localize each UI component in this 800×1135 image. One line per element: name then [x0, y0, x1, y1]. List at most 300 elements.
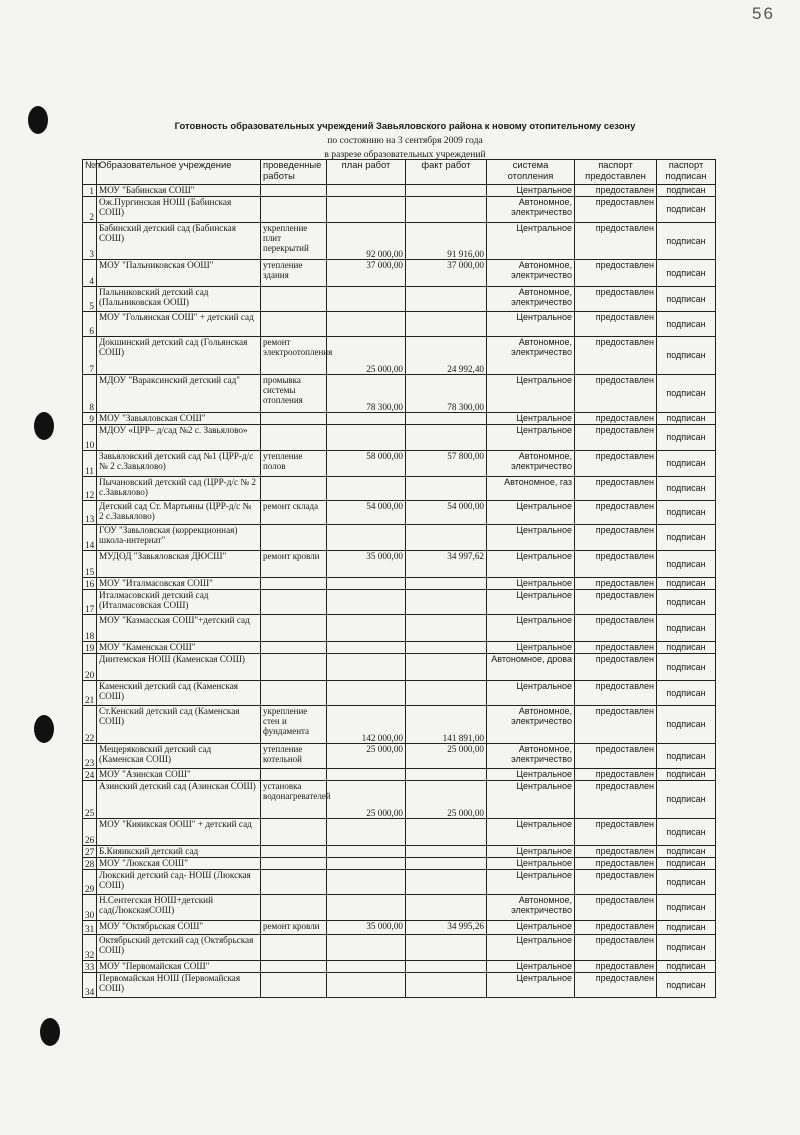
plan-amount: [327, 870, 406, 895]
row-number: 4: [83, 260, 97, 287]
row-number: 14: [83, 525, 97, 551]
passport-provided: предоставлен: [575, 223, 657, 260]
table-row: [83, 744, 716, 769]
institution-name: МОУ "Италмасовская СОШ": [97, 578, 261, 590]
fact-amount: 34 997,62: [406, 551, 487, 578]
header-heating: система отопления: [487, 160, 575, 185]
passport-provided: предоставлен: [575, 615, 657, 642]
row-number: 7: [83, 337, 97, 375]
heating-system: Центральное: [487, 590, 575, 615]
institution-name: МДОУ «ЦРР– д/сад №2 с. Завьялово»: [97, 425, 261, 451]
fact-amount: [406, 578, 487, 590]
table-row: [83, 681, 716, 706]
works-done: [261, 870, 327, 895]
heating-system: Центральное: [487, 935, 575, 961]
table-row: [83, 642, 716, 654]
header-num: №п: [83, 160, 97, 185]
passport-provided: предоставлен: [575, 921, 657, 935]
row-number: 31: [83, 921, 97, 935]
works-done: [261, 769, 327, 781]
passport-provided: предоставлен: [575, 706, 657, 744]
works-done: [261, 961, 327, 973]
institution-name: Динтемская НОШ (Каменская СОШ): [97, 654, 261, 681]
works-done: [261, 185, 327, 197]
heating-system: Автономное, электричество: [487, 287, 575, 312]
plan-amount: [327, 681, 406, 706]
works-done: установка водонагревателей: [261, 781, 327, 819]
fact-amount: 78 300,00: [406, 375, 487, 413]
passport-provided: предоставлен: [575, 961, 657, 973]
heating-system: Центральное: [487, 961, 575, 973]
table-row: [83, 578, 716, 590]
institution-name: Ст.Кенский детский сад (Каменская СОШ): [97, 706, 261, 744]
institution-name: МОУ "Октябрьская СОШ": [97, 921, 261, 935]
plan-amount: [327, 895, 406, 921]
heating-system: Центральное: [487, 846, 575, 858]
works-done: [261, 425, 327, 451]
row-number: 17: [83, 590, 97, 615]
passport-provided: предоставлен: [575, 858, 657, 870]
table-row: [83, 375, 716, 413]
passport-provided: предоставлен: [575, 769, 657, 781]
passport-signed: подписан: [657, 312, 716, 337]
passport-signed: подписан: [657, 451, 716, 477]
row-number: 5: [83, 287, 97, 312]
passport-provided: предоставлен: [575, 681, 657, 706]
heating-system: Центральное: [487, 921, 575, 935]
institution-name: МОУ "Завьяловская СОШ": [97, 413, 261, 425]
fact-amount: 57 800,00: [406, 451, 487, 477]
plan-amount: 25 000,00: [327, 781, 406, 819]
fact-amount: 141 891,00: [406, 706, 487, 744]
fact-amount: 34 995,26: [406, 921, 487, 935]
table-row: [83, 260, 716, 287]
fact-amount: [406, 858, 487, 870]
row-number: 24: [83, 769, 97, 781]
table-row: [83, 961, 716, 973]
passport-provided: предоставлен: [575, 425, 657, 451]
row-number: 11: [83, 451, 97, 477]
table-row: [83, 223, 716, 260]
passport-provided: предоставлен: [575, 185, 657, 197]
row-number: 28: [83, 858, 97, 870]
passport-signed: подписан: [657, 223, 716, 260]
works-done: ремонт кровли: [261, 551, 327, 578]
heating-system: Центральное: [487, 312, 575, 337]
plan-amount: [327, 287, 406, 312]
institution-name: МОУ "Люкская СОШ": [97, 858, 261, 870]
heating-system: Центральное: [487, 425, 575, 451]
heating-system: Центральное: [487, 525, 575, 551]
passport-provided: предоставлен: [575, 973, 657, 998]
table-row: [83, 551, 716, 578]
plan-amount: [327, 973, 406, 998]
institution-name: ГОУ "Завьловская (коррекционная) школа-интернат": [97, 525, 261, 551]
passport-signed: подписан: [657, 744, 716, 769]
works-done: укрепление стен и фундамента: [261, 706, 327, 744]
institution-name: МОУ "Казмасская СОШ"+детский сад: [97, 615, 261, 642]
passport-signed: подписан: [657, 681, 716, 706]
works-done: утепление полов: [261, 451, 327, 477]
fact-amount: [406, 312, 487, 337]
heating-system: Центральное: [487, 858, 575, 870]
passport-provided: предоставлен: [575, 578, 657, 590]
fact-amount: [406, 185, 487, 197]
plan-amount: [327, 525, 406, 551]
heating-system: Автономное, электричество: [487, 337, 575, 375]
works-done: [261, 846, 327, 858]
institution-name: МОУ "Каменская СОШ": [97, 642, 261, 654]
plan-amount: [327, 935, 406, 961]
passport-signed: подписан: [657, 615, 716, 642]
institution-name: МДОУ "Вараксинский детский сад": [97, 375, 261, 413]
heating-system: Центральное: [487, 681, 575, 706]
fact-amount: [406, 590, 487, 615]
passport-provided: предоставлен: [575, 477, 657, 501]
passport-signed: подписан: [657, 781, 716, 819]
works-done: [261, 895, 327, 921]
table-row: [83, 921, 716, 935]
row-number: 16: [83, 578, 97, 590]
heating-system: Автономное, электричество: [487, 451, 575, 477]
plan-amount: 78 300,00: [327, 375, 406, 413]
passport-provided: предоставлен: [575, 260, 657, 287]
heating-system: Центральное: [487, 501, 575, 525]
heating-system: Центральное: [487, 819, 575, 846]
table-row: [83, 197, 716, 223]
fact-amount: [406, 681, 487, 706]
plan-amount: [327, 819, 406, 846]
passport-signed: подписан: [657, 287, 716, 312]
table-row: [83, 846, 716, 858]
passport-signed: подписан: [657, 185, 716, 197]
passport-signed: подписан: [657, 375, 716, 413]
passport-signed: подписан: [657, 973, 716, 998]
plan-amount: [327, 590, 406, 615]
works-done: [261, 654, 327, 681]
heating-system: Центральное: [487, 375, 575, 413]
passport-provided: предоставлен: [575, 451, 657, 477]
passport-provided: предоставлен: [575, 337, 657, 375]
heating-system: Центральное: [487, 223, 575, 260]
table-row: [83, 781, 716, 819]
passport-signed: подписан: [657, 590, 716, 615]
row-number: 6: [83, 312, 97, 337]
table-row: [83, 185, 716, 197]
table-row: [83, 425, 716, 451]
passport-signed: подписан: [657, 858, 716, 870]
passport-provided: предоставлен: [575, 287, 657, 312]
works-done: [261, 973, 327, 998]
passport-provided: предоставлен: [575, 590, 657, 615]
fact-amount: [406, 287, 487, 312]
institution-name: Детский сад Ст. Мартьяны (ЦРР-д/с № 2 с.Завьялово): [97, 501, 261, 525]
row-number: 33: [83, 961, 97, 973]
institution-name: Докшинский детский сад (Гольянская СОШ): [97, 337, 261, 375]
row-number: 15: [83, 551, 97, 578]
header-institution: Образовательное учреждение: [97, 160, 261, 185]
heating-system: Центральное: [487, 769, 575, 781]
institution-name: МУДОД "Завьяловская ДЮСШ": [97, 551, 261, 578]
heating-system: Автономное, электричество: [487, 260, 575, 287]
works-done: [261, 935, 327, 961]
header-plan: план работ: [327, 160, 406, 185]
fact-amount: [406, 413, 487, 425]
header-signed: паспорт подписан: [657, 160, 716, 185]
plan-amount: [327, 642, 406, 654]
institution-name: Италмасовский детский сад (Италмасовская СОШ): [97, 590, 261, 615]
works-done: ремонт электроотопления: [261, 337, 327, 375]
fact-amount: 25 000,00: [406, 744, 487, 769]
passport-provided: предоставлен: [575, 525, 657, 551]
passport-provided: предоставлен: [575, 197, 657, 223]
passport-signed: подписан: [657, 895, 716, 921]
heating-system: Автономное, электричество: [487, 895, 575, 921]
fact-amount: [406, 477, 487, 501]
fact-amount: [406, 642, 487, 654]
table-row: [83, 615, 716, 642]
plan-amount: 25 000,00: [327, 337, 406, 375]
passport-signed: подписан: [657, 551, 716, 578]
passport-provided: предоставлен: [575, 551, 657, 578]
institution-name: МОУ "Первомайская СОШ": [97, 961, 261, 973]
table-row: [83, 870, 716, 895]
punch-hole: [28, 106, 48, 134]
passport-provided: предоставлен: [575, 375, 657, 413]
heating-system: Центральное: [487, 973, 575, 998]
page-number: 56: [752, 4, 775, 23]
passport-provided: предоставлен: [575, 935, 657, 961]
row-number: 3: [83, 223, 97, 260]
table-row: [83, 858, 716, 870]
plan-amount: 25 000,00: [327, 744, 406, 769]
passport-signed: подписан: [657, 197, 716, 223]
punch-hole: [34, 412, 54, 440]
heating-system: Автономное, электричество: [487, 197, 575, 223]
fact-amount: 25 000,00: [406, 781, 487, 819]
plan-amount: [327, 654, 406, 681]
institution-name: Завьяловский детский сад №1 (ЦРР-д/с № 2 с.Завьялово): [97, 451, 261, 477]
fact-amount: [406, 654, 487, 681]
plan-amount: [327, 413, 406, 425]
passport-signed: подписан: [657, 477, 716, 501]
table-row: [83, 935, 716, 961]
row-number: 1: [83, 185, 97, 197]
institution-name: Каменский детский сад (Каменская СОШ): [97, 681, 261, 706]
table-row: [83, 525, 716, 551]
passport-signed: подписан: [657, 935, 716, 961]
fact-amount: [406, 961, 487, 973]
table-row: [83, 973, 716, 998]
works-done: [261, 413, 327, 425]
plan-amount: 35 000,00: [327, 551, 406, 578]
passport-signed: подписан: [657, 769, 716, 781]
row-number: 32: [83, 935, 97, 961]
row-number: 22: [83, 706, 97, 744]
plan-amount: [327, 185, 406, 197]
fact-amount: [406, 819, 487, 846]
table-row: [83, 312, 716, 337]
fact-amount: 54 000,00: [406, 501, 487, 525]
table-row: [83, 654, 716, 681]
institution-name: Мещеряковский детский сад (Каменская СОШ): [97, 744, 261, 769]
passport-signed: подписан: [657, 846, 716, 858]
works-done: [261, 858, 327, 870]
works-done: [261, 578, 327, 590]
row-number: 25: [83, 781, 97, 819]
works-done: [261, 615, 327, 642]
works-done: [261, 477, 327, 501]
works-done: укрепление плит перекрытий: [261, 223, 327, 260]
fact-amount: 24 992,40: [406, 337, 487, 375]
institution-name: МОУ "Бабинская СОШ": [97, 185, 261, 197]
passport-provided: предоставлен: [575, 846, 657, 858]
works-done: [261, 312, 327, 337]
header-fact: факт работ: [406, 160, 487, 185]
heating-system: Центральное: [487, 642, 575, 654]
institution-name: Люкский детский сад- НОШ (Люкская СОШ): [97, 870, 261, 895]
passport-signed: подписан: [657, 425, 716, 451]
passport-signed: подписан: [657, 706, 716, 744]
fact-amount: [406, 615, 487, 642]
institution-name: Н.Сентегская НОШ+детский сад(ЛюкскаяСОШ): [97, 895, 261, 921]
heating-system: Центральное: [487, 781, 575, 819]
table-row: [83, 287, 716, 312]
passport-signed: подписан: [657, 961, 716, 973]
row-number: 13: [83, 501, 97, 525]
row-number: 18: [83, 615, 97, 642]
plan-amount: [327, 615, 406, 642]
plan-amount: 54 000,00: [327, 501, 406, 525]
row-number: 19: [83, 642, 97, 654]
row-number: 34: [83, 973, 97, 998]
table-row: [83, 501, 716, 525]
table-row: [83, 451, 716, 477]
passport-provided: предоставлен: [575, 870, 657, 895]
row-number: 27: [83, 846, 97, 858]
plan-amount: [327, 477, 406, 501]
heating-system: Центральное: [487, 413, 575, 425]
works-done: утепление здания: [261, 260, 327, 287]
institution-name: МОУ "Кияикская ООШ" + детский сад: [97, 819, 261, 846]
plan-amount: [327, 578, 406, 590]
passport-provided: предоставлен: [575, 312, 657, 337]
table-row: [83, 477, 716, 501]
plan-amount: [327, 961, 406, 973]
works-done: ремонт кровли: [261, 921, 327, 935]
table-row: [83, 819, 716, 846]
works-done: [261, 287, 327, 312]
table-row: [83, 413, 716, 425]
passport-provided: предоставлен: [575, 895, 657, 921]
plan-amount: [327, 425, 406, 451]
works-done: [261, 525, 327, 551]
fact-amount: [406, 425, 487, 451]
row-number: 23: [83, 744, 97, 769]
passport-signed: подписан: [657, 413, 716, 425]
document-title: Готовность образовательных учреждений Завьяловского района к новому отопительному сезону: [174, 120, 636, 131]
institution-name: Азинский детский сад (Азинская СОШ): [97, 781, 261, 819]
heating-system: Центральное: [487, 551, 575, 578]
institution-name: Пычановский детский сад (ЦРР-д/с № 2 с.Завьялово): [97, 477, 261, 501]
header-passport: паспорт предоставлен: [575, 160, 657, 185]
passport-provided: предоставлен: [575, 413, 657, 425]
plan-amount: [327, 858, 406, 870]
table-header-row: [83, 160, 716, 185]
plan-amount: [327, 197, 406, 223]
row-number: 8: [83, 375, 97, 413]
readiness-table: [82, 159, 716, 998]
passport-signed: подписан: [657, 501, 716, 525]
table-row: [83, 706, 716, 744]
passport-signed: подписан: [657, 260, 716, 287]
works-done: [261, 197, 327, 223]
table-row: [83, 769, 716, 781]
institution-name: МОУ "Гольянская СОШ" + детский сад: [97, 312, 261, 337]
passport-signed: подписан: [657, 642, 716, 654]
heating-system: Центральное: [487, 185, 575, 197]
works-done: [261, 681, 327, 706]
fact-amount: [406, 973, 487, 998]
row-number: 2: [83, 197, 97, 223]
fact-amount: [406, 895, 487, 921]
works-done: [261, 819, 327, 846]
plan-amount: [327, 846, 406, 858]
plan-amount: 92 000,00: [327, 223, 406, 260]
institution-name: Октябрьский детский сад (Октябрьская СОШ): [97, 935, 261, 961]
document-subtitle: по состоянию на 3 сентября 2009 года: [327, 135, 483, 146]
table-row: [83, 337, 716, 375]
document-subtitle-2: в разрезе образовательных учреждений: [324, 149, 486, 160]
heating-system: Автономное, газ: [487, 477, 575, 501]
passport-signed: подписан: [657, 921, 716, 935]
row-number: 21: [83, 681, 97, 706]
passport-provided: предоставлен: [575, 501, 657, 525]
passport-provided: предоставлен: [575, 654, 657, 681]
institution-name: Первомайская НОШ (Первомайская СОШ): [97, 973, 261, 998]
institution-name: МОУ "Азинская СОШ": [97, 769, 261, 781]
passport-signed: подписан: [657, 337, 716, 375]
plan-amount: [327, 312, 406, 337]
fact-amount: [406, 846, 487, 858]
row-number: 12: [83, 477, 97, 501]
plan-amount: [327, 769, 406, 781]
institution-name: Пальниковский детский сад (Пальниковская ООШ): [97, 287, 261, 312]
plan-amount: 142 000,00: [327, 706, 406, 744]
heating-system: Центральное: [487, 615, 575, 642]
works-done: [261, 590, 327, 615]
fact-amount: 37 000,00: [406, 260, 487, 287]
passport-signed: подписан: [657, 578, 716, 590]
punch-hole: [34, 715, 54, 743]
header-works: проведенные работы: [261, 160, 327, 185]
heating-system: Автономное, дрова: [487, 654, 575, 681]
fact-amount: [406, 769, 487, 781]
passport-signed: подписан: [657, 654, 716, 681]
fact-amount: 91 916,00: [406, 223, 487, 260]
heating-system: Центральное: [487, 870, 575, 895]
fact-amount: [406, 870, 487, 895]
row-number: 26: [83, 819, 97, 846]
fact-amount: [406, 935, 487, 961]
heating-system: Центральное: [487, 578, 575, 590]
passport-provided: предоставлен: [575, 744, 657, 769]
passport-provided: предоставлен: [575, 781, 657, 819]
row-number: 30: [83, 895, 97, 921]
passport-provided: предоставлен: [575, 819, 657, 846]
heating-system: Автономное, электричество: [487, 706, 575, 744]
institution-name: Б.Кияикский детский сад: [97, 846, 261, 858]
